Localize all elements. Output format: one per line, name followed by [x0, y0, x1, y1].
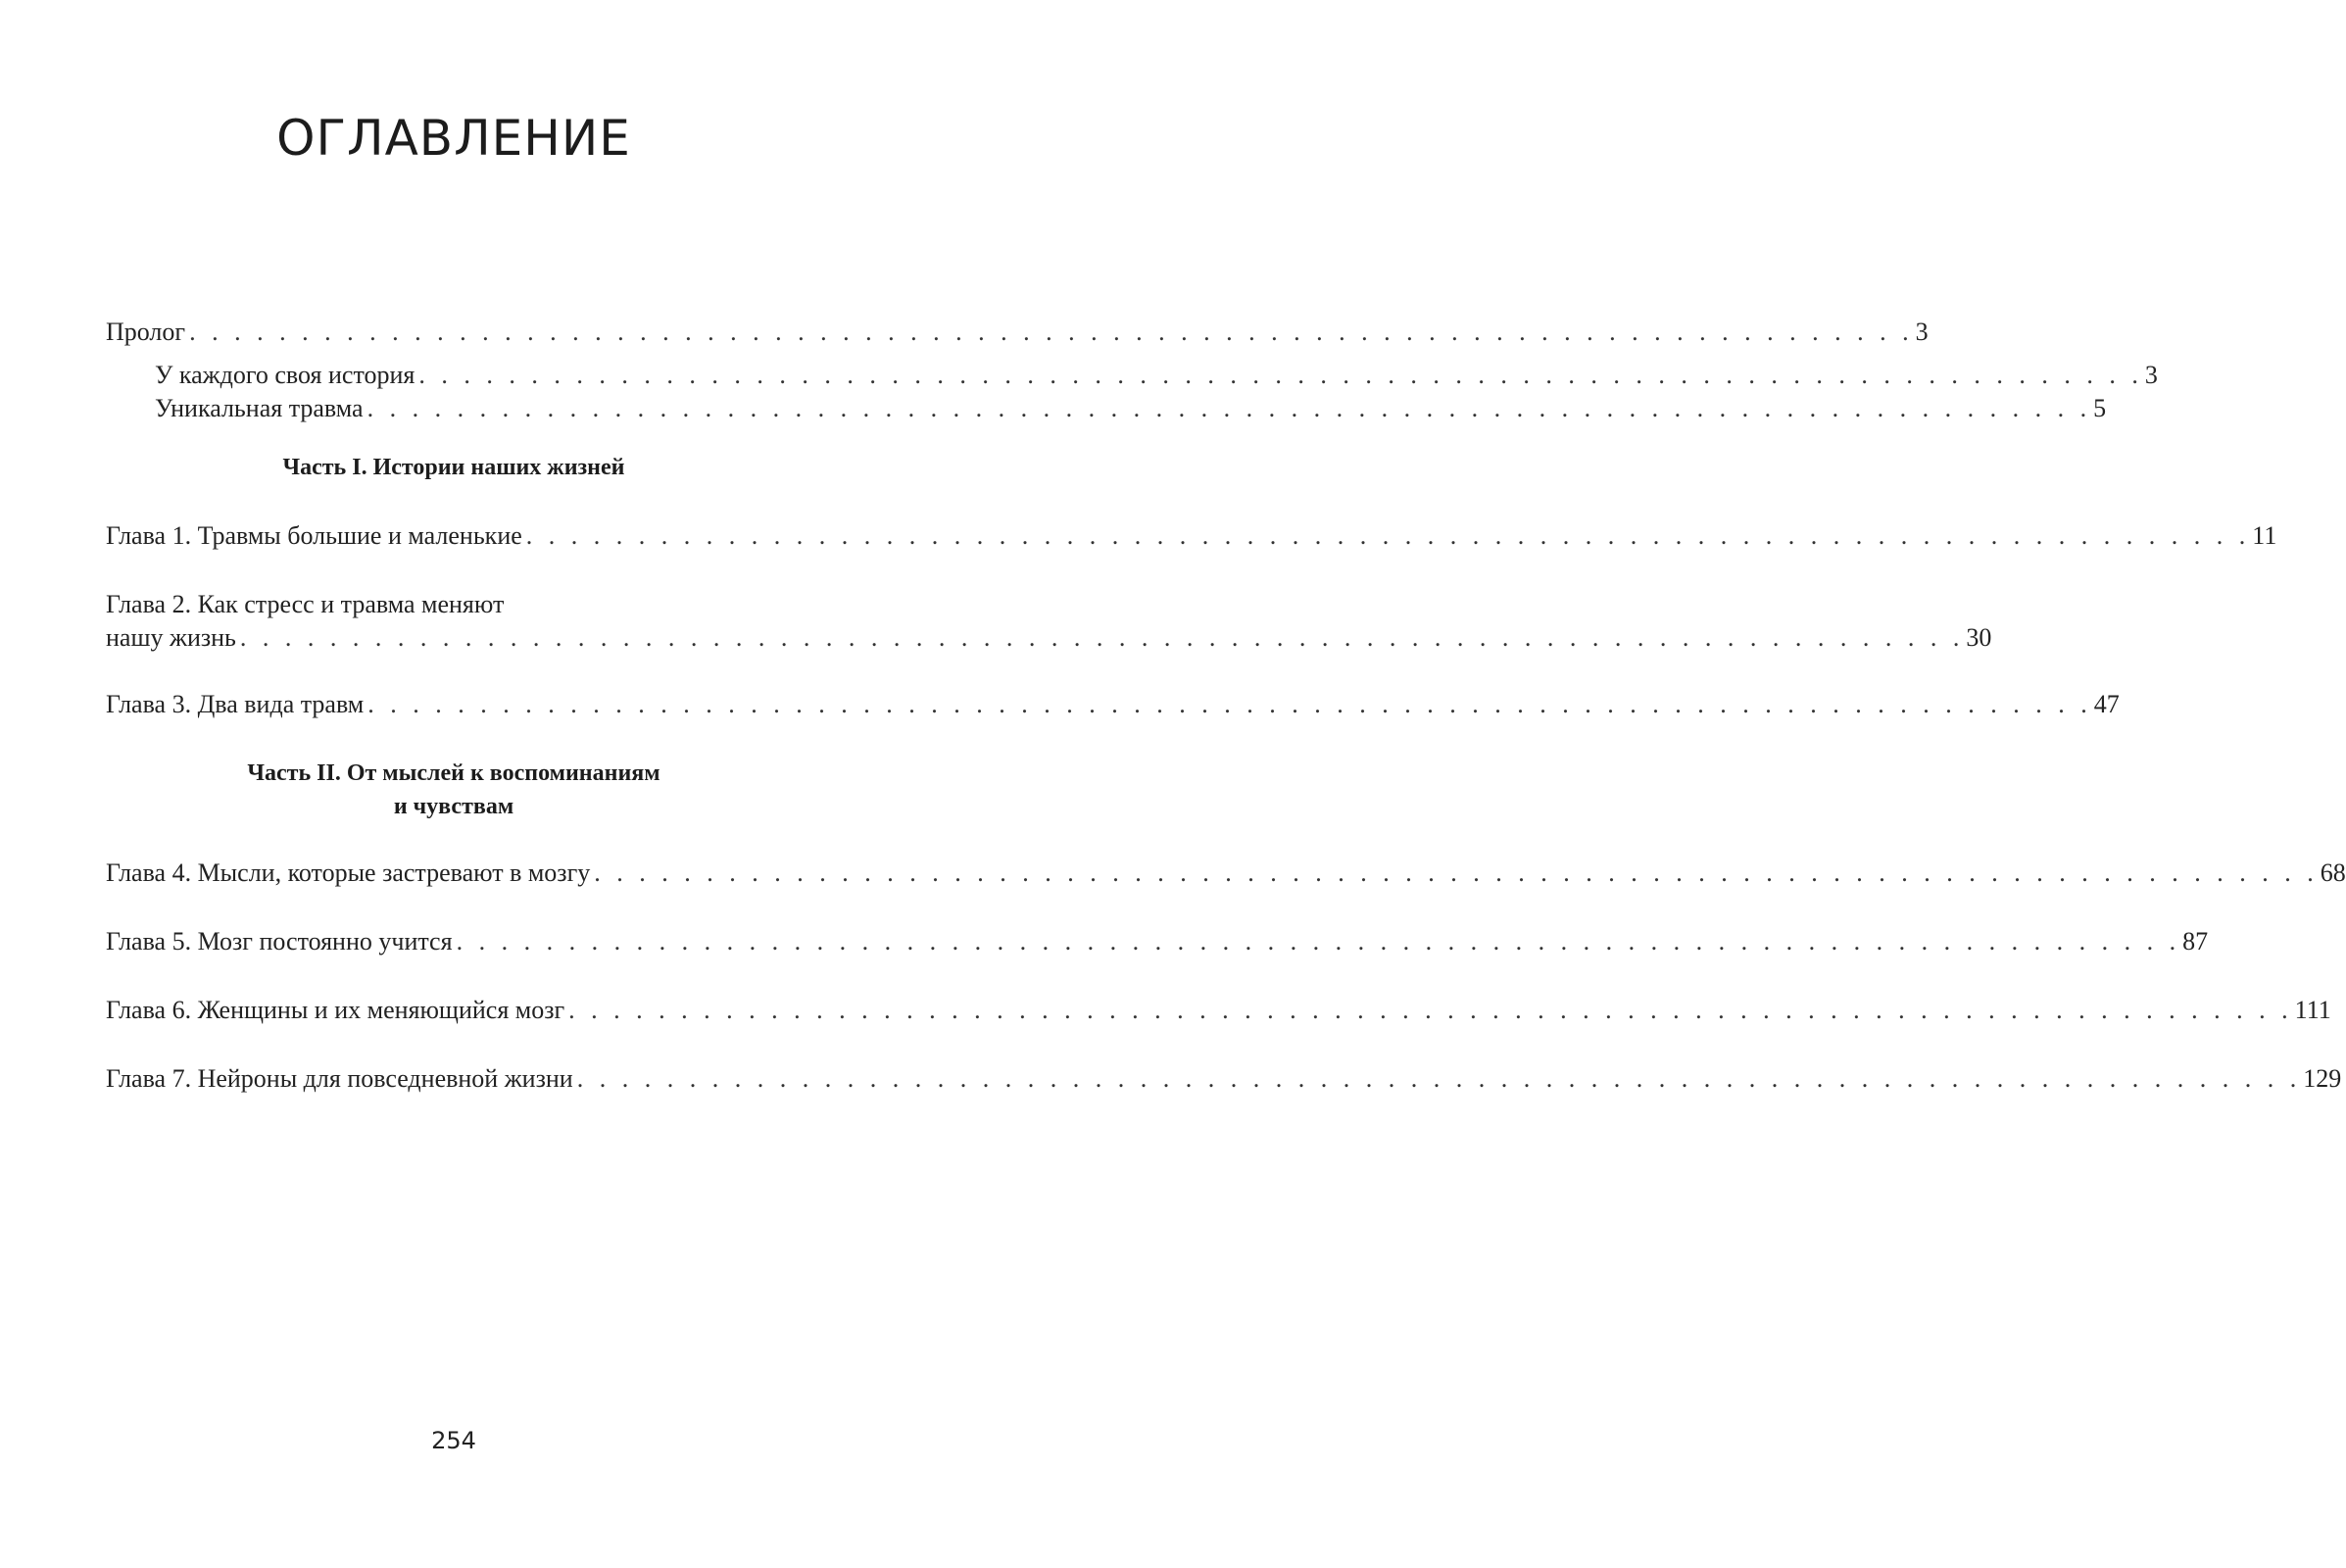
toc-entry-page: 68 [2320, 858, 2346, 887]
toc-entry-label: У каждого своя история [155, 361, 415, 389]
toc-entry-chapter [106, 996, 2331, 1025]
dot-leader: . . . . . . . . . . . . . . . . . . . . . . . . . . . . . . . . . . . . . . . . . . . . . . . . . . . . . . . . . . . . . . . . . . . . . . . . . . . . . [367, 394, 2092, 422]
dot-leader: . . . . . . . . . . . . . . . . . . . . . . . . . . . . . . . . . . . . . . . . . . . . . . . . . . . . . . . . . . . . . . . . . . . . . . . . . . . . . [456, 927, 2181, 956]
toc-entry-section [155, 361, 2158, 390]
dot-leader: . . . . . . . . . . . . . . . . . . . . . . . . . . . . . . . . . . . . . . . . . . . . . . . . . . . . . . . . . . . . . . . . . . . . . . . . . . . . . [189, 318, 1914, 346]
toc-entry-page: 3 [2144, 361, 2158, 389]
toc-entry-section [155, 394, 2107, 423]
page-number: 254 [431, 1427, 476, 1454]
toc-entry-label: Глава 5. Мозг постоянно учится [106, 927, 453, 956]
toc-entry-chapter [106, 1064, 2342, 1094]
toc-entry-page: 129 [2303, 1064, 2342, 1093]
toc-entry-chapter [106, 927, 2209, 956]
toc-entry-label: нашу жизнь [106, 623, 236, 652]
toc-entry-page: 11 [2252, 521, 2277, 550]
part-heading: Часть I. Истории наших жизней [282, 455, 625, 480]
toc-entry-page: 3 [1915, 318, 1929, 346]
toc-entry-chapter [106, 623, 1992, 653]
part-heading [0, 757, 907, 823]
toc-entry-chapter [106, 521, 2277, 551]
toc-entry-chapter [106, 690, 2120, 719]
toc-entry-label: Глава 1. Травмы большие и маленькие [106, 521, 522, 550]
toc-entry-label: Глава 7. Нейроны для повседневной жизни [106, 1064, 573, 1093]
toc-entry-label: Уникальная травма [155, 394, 364, 422]
toc-entry-label: Пролог [106, 318, 186, 346]
toc-entry-label: Глава 4. Мысли, которые застревают в мозгу [106, 858, 591, 887]
toc-entry-prologue [106, 318, 1929, 347]
page-title: ОГЛАВЛЕНИЕ [276, 110, 631, 167]
toc-entry-page: 111 [2294, 996, 2331, 1024]
dot-leader: . . . . . . . . . . . . . . . . . . . . . . . . . . . . . . . . . . . . . . . . . . . . . . . . . . . . . . . . . . . . . . . . . . . . . . . . . . . . . [239, 623, 1965, 652]
toc-entry-page: 30 [1966, 623, 1992, 652]
toc-entry-page: 47 [2093, 690, 2120, 718]
toc-entry-page: 87 [2182, 927, 2209, 956]
dot-leader: . . . . . . . . . . . . . . . . . . . . . . . . . . . . . . . . . . . . . . . . . . . . . . . . . . . . . . . . . . . . . . . . . . . . . . . . . . . . . [568, 996, 2293, 1024]
part-heading-line: и чувствам [393, 794, 514, 819]
toc-entry-label: Глава 6. Женщины и их меняющийся мозг [106, 996, 565, 1024]
dot-leader: . . . . . . . . . . . . . . . . . . . . . . . . . . . . . . . . . . . . . . . . . . . . . . . . . . . . . . . . . . . . . . . . . . . . . . . . . . . . . [367, 690, 2092, 718]
dot-leader: . . . . . . . . . . . . . . . . . . . . . . . . . . . . . . . . . . . . . . . . . . . . . . . . . . . . . . . . . . . . . . . . . . . . . . . . . . . . . [576, 1064, 2302, 1093]
part-heading-line: Часть II. От мыслей к воспоминаниям [247, 760, 660, 786]
toc-entry-label-line: Глава 2. Как стресс и травма меняют [106, 590, 505, 618]
toc-entry-label: Глава 3. Два вида травм [106, 690, 365, 718]
dot-leader: . . . . . . . . . . . . . . . . . . . . . . . . . . . . . . . . . . . . . . . . . . . . . . . . . . . . . . . . . . . . . . . . . . . . . . . . . . . . . [418, 361, 2143, 389]
toc-entry-chapter [106, 858, 2346, 888]
toc-entry-page: 5 [2093, 394, 2107, 422]
dot-leader: . . . . . . . . . . . . . . . . . . . . . . . . . . . . . . . . . . . . . . . . . . . . . . . . . . . . . . . . . . . . . . . . . . . . . . . . . . . . . [525, 521, 2251, 550]
dot-leader: . . . . . . . . . . . . . . . . . . . . . . . . . . . . . . . . . . . . . . . . . . . . . . . . . . . . . . . . . . . . . . . . . . . . . . . . . . . . . [594, 858, 2319, 887]
